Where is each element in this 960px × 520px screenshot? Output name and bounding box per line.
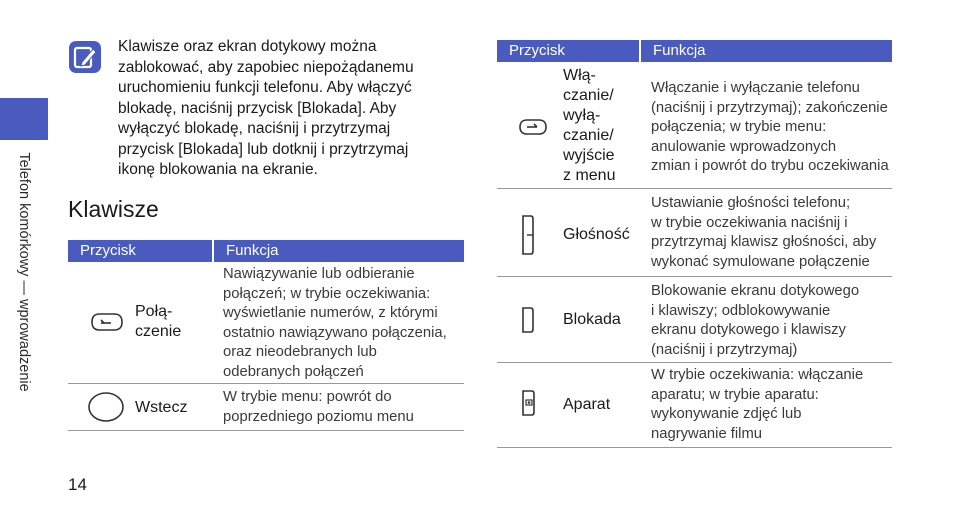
key-label-power	[563, 66, 615, 186]
key-label-line: Włą-	[563, 67, 596, 84]
key-label-line: Głośność	[563, 226, 630, 243]
note-line: wyłączyć blokadę, naciśnij i przytrzymaj	[118, 120, 391, 137]
function-line: połączeń; w trybie oczekiwania:	[223, 285, 431, 302]
key-label-line: czanie/	[563, 87, 614, 104]
note-line: uruchomieniu funkcji telefonu. Aby włączyć	[118, 79, 412, 96]
section-title: Klawisze	[68, 196, 159, 222]
function-lock	[651, 282, 892, 360]
note-pencil-icon	[68, 40, 102, 74]
function-line: (naciśnij i przytrzymaj); zakończenie	[651, 99, 888, 116]
note-line: ikonę blokowania na ekranie.	[118, 161, 318, 178]
function-line: anulowanie wprowadzonych	[651, 138, 837, 155]
key-label-line: Aparat	[563, 396, 611, 413]
note-text	[118, 37, 468, 181]
function-line: połączenia; w trybie menu:	[651, 119, 827, 135]
function-line: ekranu dotykowego i klawiszy	[651, 322, 846, 338]
function-line: przytrzymaj klawisz głośności, aby	[651, 234, 877, 250]
key-label-call	[135, 302, 181, 342]
call-key-icon	[90, 310, 124, 334]
function-power	[651, 79, 892, 177]
function-line: odebranych połączeń	[223, 363, 364, 380]
key-label-line: czanie/	[563, 127, 614, 144]
key-label-line: Wstecz	[135, 399, 188, 416]
function-line: w trybie oczekiwania naciśnij i	[651, 214, 848, 231]
lock-key-icon	[521, 306, 535, 334]
function-volume	[651, 194, 892, 272]
function-line: poprzedniego poziomu menu	[223, 408, 414, 425]
key-label-back	[135, 398, 187, 418]
function-line: Włączanie i wyłączanie telefonu	[651, 80, 860, 96]
function-line: (naciśnij i przytrzymaj)	[651, 341, 798, 358]
table-bottom-rule	[68, 430, 464, 431]
key-label-line: Blokada	[563, 311, 621, 328]
header-key: Przycisk	[497, 40, 639, 62]
function-camera	[651, 366, 892, 444]
row-divider	[497, 362, 892, 363]
key-label-lock	[563, 310, 621, 330]
function-back	[223, 388, 463, 427]
key-label-line: z menu	[563, 167, 616, 184]
key-label-volume	[563, 225, 630, 245]
side-tab-label: Telefon komórkowy — wprowadzenie	[16, 152, 32, 392]
function-call	[223, 265, 463, 382]
row-divider	[68, 383, 464, 384]
function-line: wykonać symulowane połączenie	[651, 253, 870, 270]
function-line: wykonywanie zdjęć lub	[651, 406, 802, 422]
key-label-camera	[563, 395, 610, 415]
side-tab-marker	[0, 98, 48, 140]
function-line: W trybie menu: powrót do	[223, 389, 392, 405]
key-label-line: czenie	[135, 323, 182, 340]
note-line: Klawisze oraz ekran dotykowy można	[118, 38, 377, 55]
function-line: W trybie oczekiwania: włączanie	[651, 367, 864, 383]
header-function: Funkcja	[641, 40, 892, 62]
power-key-icon	[518, 116, 548, 138]
key-label-line: wyjście	[563, 147, 615, 164]
table-bottom-rule	[497, 447, 892, 448]
key-label-line: Połą-	[135, 303, 173, 320]
function-line: Blokowanie ekranu dotykowego	[651, 283, 860, 299]
header-function: Funkcja	[214, 240, 464, 262]
header-key: Przycisk	[68, 240, 212, 262]
function-line: Nawiązywanie lub odbieranie	[223, 266, 415, 282]
function-line: nagrywanie filmu	[651, 425, 763, 442]
function-line: i klawiszy; odblokowywanie	[651, 302, 831, 319]
row-divider	[497, 276, 892, 277]
back-key-icon	[86, 390, 126, 424]
key-label-line: wyłą-	[563, 107, 601, 124]
volume-key-icon	[521, 214, 535, 256]
function-line: ostatnio nawiązywano połączenia,	[223, 324, 447, 341]
row-divider	[497, 188, 892, 189]
function-line: oraz nieodebranych lub	[223, 344, 377, 360]
page-number: 14	[68, 475, 87, 494]
camera-key-icon	[521, 389, 537, 417]
note-line: przycisk [Blokada] lub dotknij i przytrzymaj	[118, 140, 409, 158]
function-line: Ustawianie głośności telefonu;	[651, 195, 851, 211]
function-line: wyświetlanie numerów, z którymi	[223, 305, 438, 321]
note-line: zablokować, aby zapobiec niepożądanemu	[118, 58, 414, 76]
function-line: aparatu; w trybie aparatu:	[651, 386, 819, 403]
function-line: zmian i powrót do trybu oczekiwania	[651, 158, 889, 174]
note-line: blokadę, naciśnij przycisk [Blokada]. Aby	[118, 99, 397, 117]
